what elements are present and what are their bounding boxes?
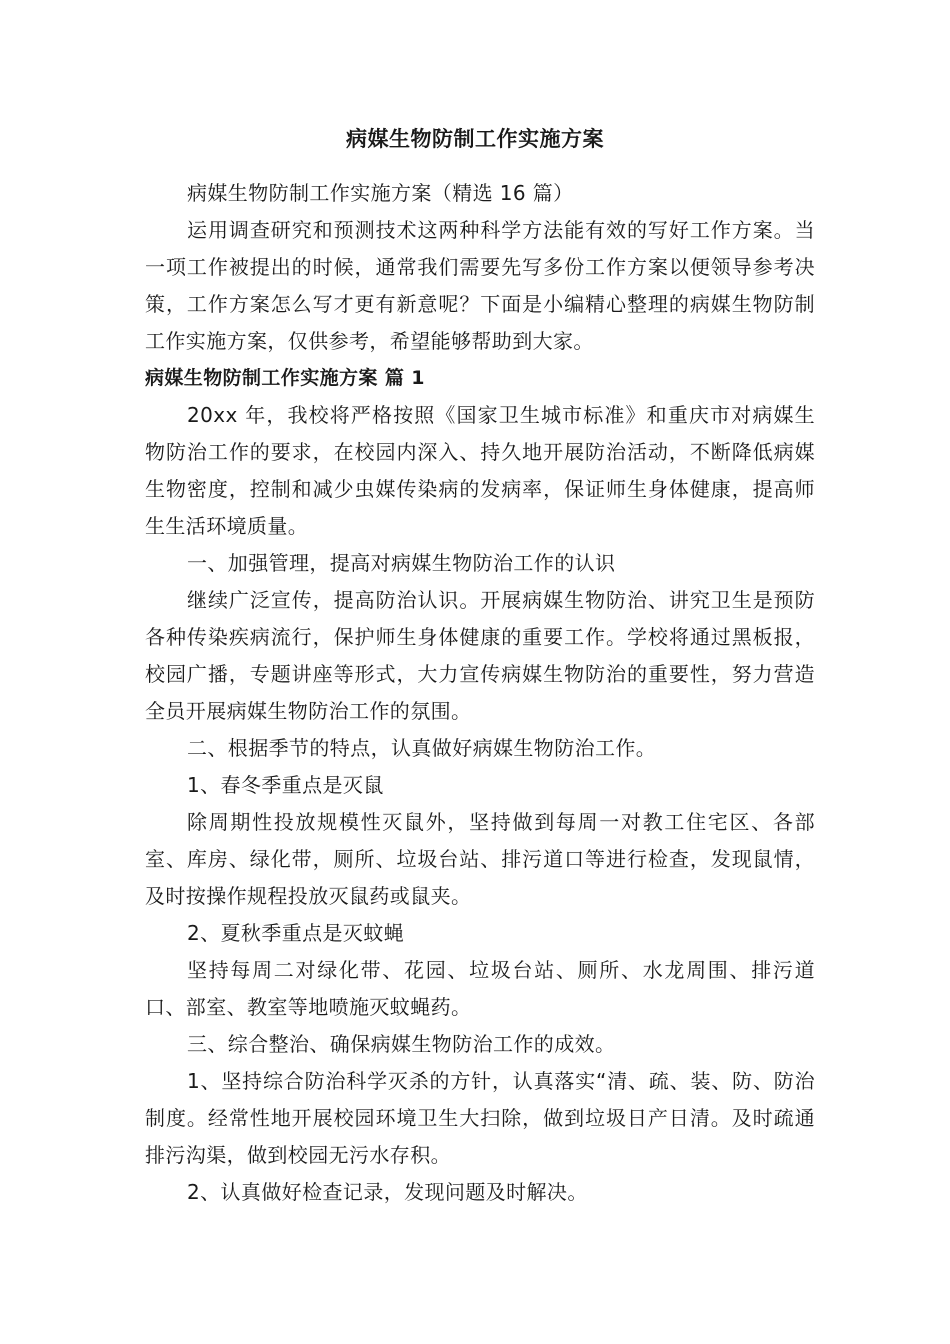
paragraph-2: 一、加强管理，提高对病媒生物防治工作的认识 <box>187 551 616 575</box>
paragraph-7: 2、夏秋季重点是灭蚊蝇 <box>187 921 405 945</box>
section-heading: 病媒生物防制工作实施方案 篇 1 <box>145 367 425 389</box>
paragraph-9: 三、综合整治、确保病媒生物防治工作的成效。 <box>187 1032 616 1056</box>
paragraph-11: 2、认真做好检查记录，发现问题及时解决。 <box>187 1180 588 1204</box>
paragraph-3: 继续广泛宣传，提高防治认识。开展病媒生物防治、讲究卫生是预防各种传染疾病流行，保护师生身体健康的重要工作。学校将通过黑板报，校园广播，专题讲座等形式，大力宣传病媒生物防治的重要性，努力营造全员开展病媒生物防治工作的氛围。 <box>145 588 815 723</box>
paragraph-1: 20xx 年，我校将严格按照《国家卫生城市标准》和重庆市对病媒生物防治工作的要求，在校园内深入、持久地开展防治活动，不断降低病媒生物密度，控制和减少虫媒传染病的发病率，保证师生身体健康，提高师生生活环境质量。 <box>145 403 815 538</box>
paragraph-5: 1、春冬季重点是灭鼠 <box>187 773 384 797</box>
paragraph-10: 1、坚持综合防治科学灭杀的方针，认真落实“清、疏、装、防、防治制度。经常性地开展校园环境卫生大扫除，做到垃圾日产日清。及时疏通排污沟渠，做到校园无污水存积。 <box>145 1069 815 1167</box>
intro-paragraph: 运用调查研究和预测技术这两种科学方法能有效的写好工作方案。当一项工作被提出的时候，通常我们需要先写多份工作方案以便领导参考决策，工作方案怎么写才更有新意呢？下面是小编精心整理的病媒生物防制工作实施方案，仅供参考，希望能够帮助到大家。 <box>145 218 815 353</box>
paragraph-4: 二、根据季节的特点，认真做好病媒生物防治工作。 <box>187 736 657 760</box>
intro-line: 病媒生物防制工作实施方案（精选 16 篇） <box>187 181 574 205</box>
paragraph-6: 除周期性投放规模性灭鼠外，坚持做到每周一对教工住宅区、各部室、库房、绿化带，厕所、垃圾台站、排污道口等进行检查，发现鼠情，及时按操作规程投放灭鼠药或鼠夹。 <box>145 810 815 908</box>
paragraph-8: 坚持每周二对绿化带、花园、垃圾台站、厕所、水龙周围、排污道口、部室、教室等地喷施灭蚊蝇药。 <box>145 958 815 1019</box>
document-title: 病媒生物防制工作实施方案 <box>346 127 604 152</box>
